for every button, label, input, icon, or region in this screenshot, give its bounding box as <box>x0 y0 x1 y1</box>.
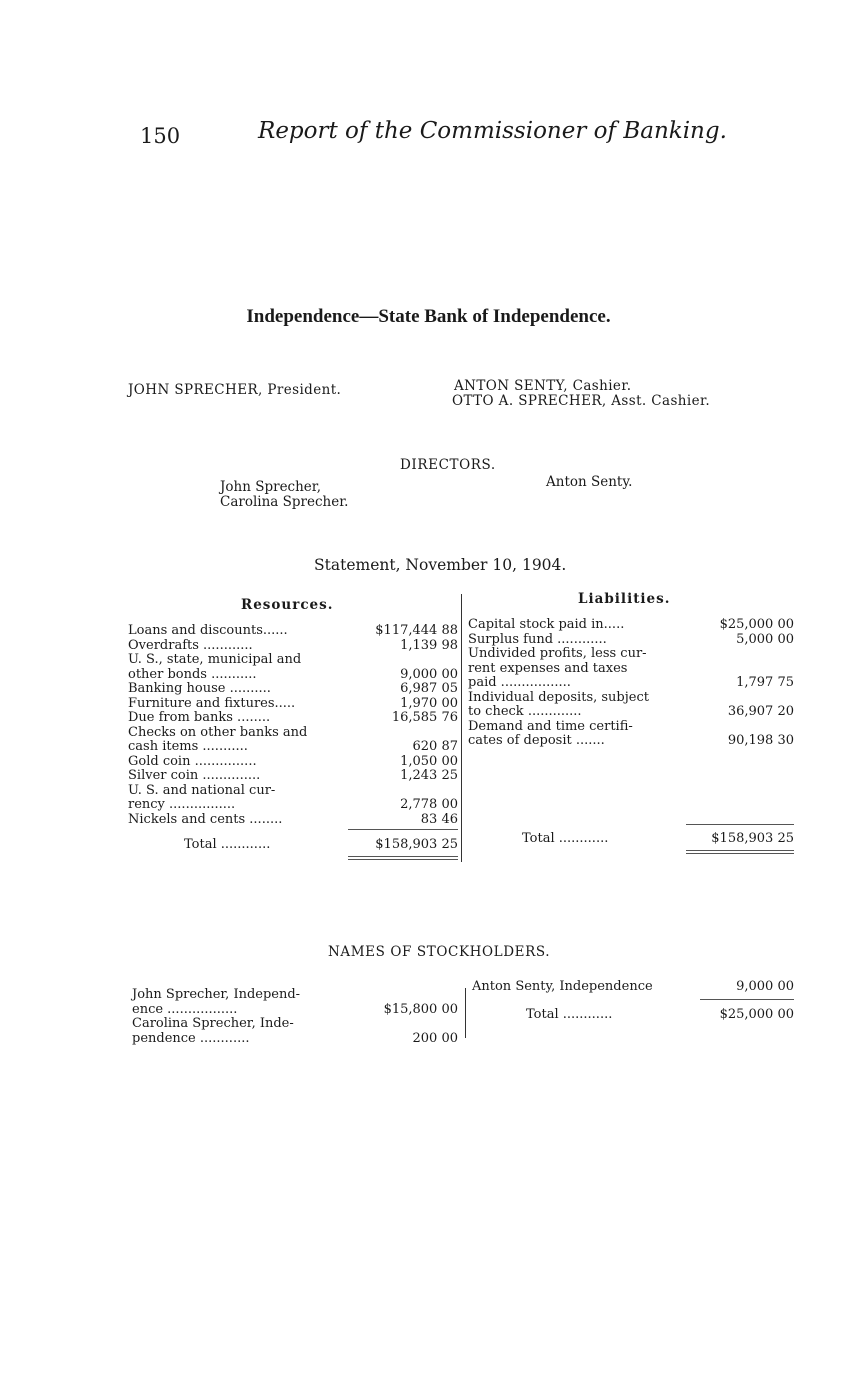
bank-title: Independence—State Bank of Independence. <box>246 306 611 327</box>
total-rule <box>686 824 794 825</box>
double-rule <box>348 856 458 857</box>
cashier: ANTON SENTY, Cashier. <box>454 378 632 394</box>
double-rule <box>348 859 458 860</box>
double-rule <box>686 850 794 851</box>
page-number: 150 <box>140 124 181 148</box>
total-rule <box>700 999 794 1000</box>
column-divider <box>461 594 462 862</box>
directors-heading: DIRECTORS. <box>400 457 496 473</box>
statement-title: Statement, November 10, 1904. <box>314 556 567 574</box>
running-head: Report of the Commissioner of Banking. <box>258 118 727 144</box>
liabilities-heading: Liabilities. <box>578 591 671 607</box>
double-rule <box>686 853 794 854</box>
stockholders-heading: NAMES OF STOCKHOLDERS. <box>328 944 551 960</box>
president: JOHN SPRECHER, President. <box>128 382 342 398</box>
column-divider <box>465 988 466 1038</box>
total-rule <box>348 829 458 830</box>
director-name: Anton Senty. <box>546 474 633 490</box>
director-name: Carolina Sprecher. <box>220 494 349 510</box>
asst-cashier: OTTO A. SPRECHER, Asst. Cashier. <box>452 393 711 409</box>
resources-heading: Resources. <box>241 597 334 613</box>
director-name: John Sprecher, <box>220 479 322 495</box>
